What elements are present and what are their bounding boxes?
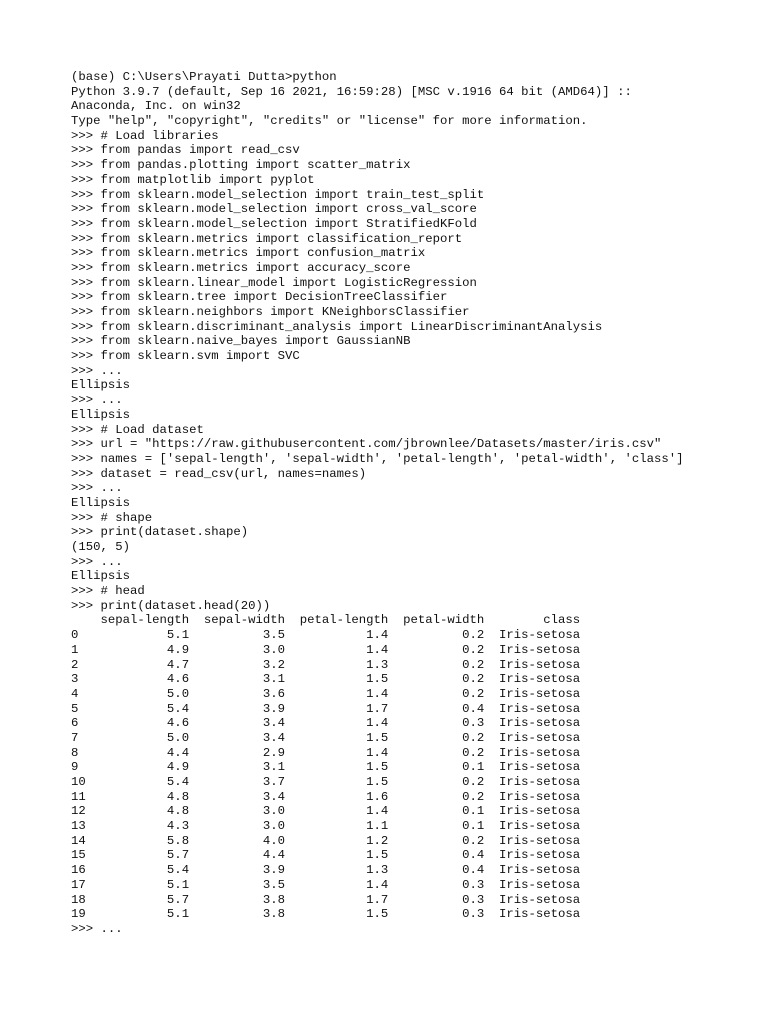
output-line: Anaconda, Inc. on win32 [71,99,241,114]
prompt-line: >>> ... [71,554,123,569]
output-line: 18 5.7 3.8 1.7 0.3 Iris-setosa [71,892,581,907]
output-line: 5 5.4 3.9 1.7 0.4 Iris-setosa [71,701,581,716]
output-line: 4 5.0 3.6 1.4 0.2 Iris-setosa [71,686,581,701]
output-line: 12 4.8 3.0 1.4 0.1 Iris-setosa [71,804,581,819]
output-line: 15 5.7 4.4 1.5 0.4 Iris-setosa [71,848,581,863]
output-line: 0 5.1 3.5 1.4 0.2 Iris-setosa [71,628,581,643]
output-line: Ellipsis [71,495,131,510]
output-line: sepal-length sepal-width petal-length petal-width class [71,613,581,628]
output-line: 13 4.3 3.0 1.1 0.1 Iris-setosa [71,819,581,834]
output-line: Ellipsis [71,378,131,393]
output-line: 9 4.9 3.1 1.5 0.1 Iris-setosa [71,760,581,775]
output-line: 16 5.4 3.9 1.3 0.4 Iris-setosa [71,863,581,878]
prompt-line: >>> # shape [71,510,153,525]
output-line: Ellipsis [71,407,131,422]
output-line: 14 5.8 4.0 1.2 0.2 Iris-setosa [71,833,581,848]
output-line: Ellipsis [71,569,131,584]
prompt-line: >>> from sklearn.tree import DecisionTreeClassifier [71,290,448,305]
prompt-line: >>> ... [71,481,123,496]
output-line: (150, 5) [71,540,131,554]
output-line: 6 4.6 3.4 1.4 0.3 Iris-setosa [71,716,581,731]
prompt-line: >>> from sklearn.neighbors import KNeighborsClassifier [71,305,470,319]
prompt-line: >>> from sklearn.linear_model import LogisticRegression [71,275,477,290]
prompt-line: >>> from sklearn.discriminant_analysis import LinearDiscriminantAnalysis [71,319,603,334]
prompt-line: >>> from sklearn.metrics import classification_report [71,231,463,246]
prompt-line: >>> from sklearn.svm import SVC [71,349,300,364]
prompt-line: >>> from sklearn.metrics import confusion_matrix [71,246,426,261]
console-output[interactable] [71,70,761,937]
output-line: 7 5.0 3.4 1.5 0.2 Iris-setosa [71,730,581,745]
prompt-line: >>> from pandas.plotting import scatter_matrix [71,158,411,173]
prompt-line: >>> from sklearn.model_selection import StratifiedKFold [71,216,477,231]
output-line: 1 4.9 3.0 1.4 0.2 Iris-setosa [71,642,581,657]
prompt-line: >>> from matplotlib import pyplot [71,172,315,187]
prompt-line: >>> print(dataset.shape) [71,525,249,540]
prompt-line: >>> from sklearn.metrics import accuracy_score [71,260,411,275]
prompt-line: >>> from sklearn.model_selection import train_test_split [71,187,485,202]
prompt-line: >>> from pandas import read_csv [71,143,300,158]
output-line: 3 4.6 3.1 1.5 0.2 Iris-setosa [71,672,581,687]
output-line: 2 4.7 3.2 1.3 0.2 Iris-setosa [71,657,581,672]
prompt-line: >>> ... [71,921,123,936]
shell-command-line: (base) C:\Users\Prayati Dutta>python [71,70,337,84]
output-line: 10 5.4 3.7 1.5 0.2 Iris-setosa [71,775,581,789]
output-line: 11 4.8 3.4 1.6 0.2 Iris-setosa [71,789,581,804]
output-line: Python 3.9.7 (default, Sep 16 2021, 16:59:28) [MSC v.1916 64 bit (AMD64)] :: [71,84,632,99]
output-line: Type "help", "copyright", "credits" or "license" for more information. [71,114,588,129]
output-line: 8 4.4 2.9 1.4 0.2 Iris-setosa [71,745,581,760]
prompt-line: >>> url = "https://raw.githubusercontent.com/jbrownlee/Datasets/master/iris.csv" [71,437,662,452]
prompt-line: >>> from sklearn.naive_bayes import GaussianNB [71,334,411,349]
prompt-line: >>> print(dataset.head(20)) [71,598,271,613]
prompt-line: >>> # Load dataset [71,422,204,437]
prompt-line: >>> # Load libraries [71,128,219,143]
prompt-line: >>> # head [71,584,145,599]
output-line: 19 5.1 3.8 1.5 0.3 Iris-setosa [71,907,581,922]
prompt-line: >>> dataset = read_csv(url, names=names) [71,466,367,481]
prompt-line: >>> from sklearn.model_selection import cross_val_score [71,202,477,217]
prompt-line: >>> ... [71,363,123,378]
output-line: 17 5.1 3.5 1.4 0.3 Iris-setosa [71,877,581,892]
prompt-line: >>> ... [71,393,123,408]
prompt-line: >>> names = ['sepal-length', 'sepal-width', 'petal-length', 'petal-width', 'class'] [71,451,684,466]
